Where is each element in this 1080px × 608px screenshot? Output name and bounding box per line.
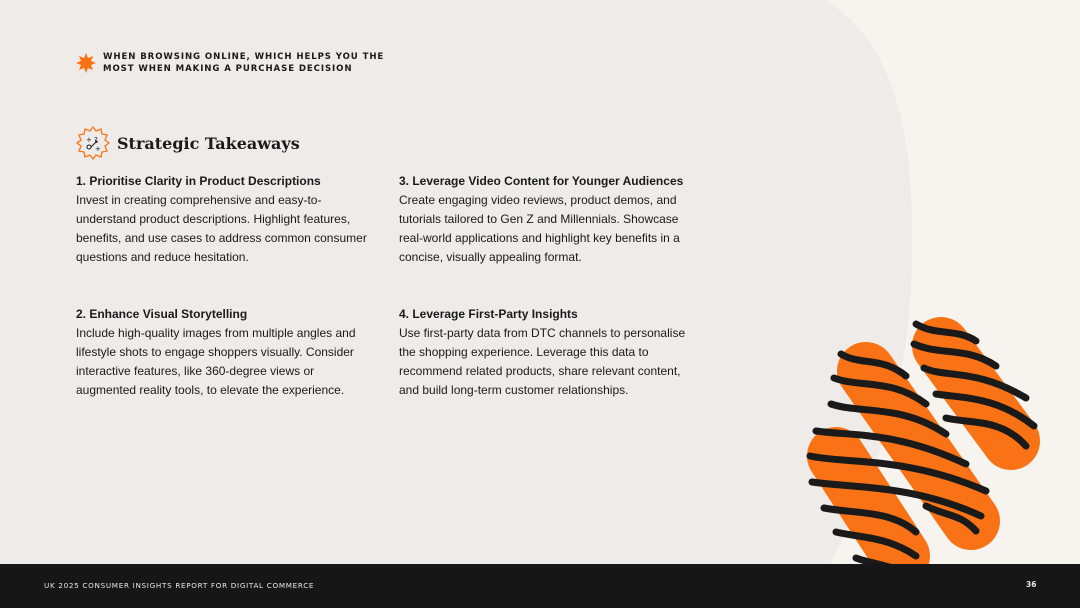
footer-bar [0,564,1080,608]
tiger-stripe-m-shape [796,306,1056,590]
report-title: UK 2025 CONSUMER INSIGHTS REPORT FOR DIGITAL COMMERCE [44,581,315,590]
svg-text:+: + [95,145,101,153]
takeaway-heading: 2. Enhance Visual Storytelling [76,307,248,321]
slide-header [76,52,403,75]
takeaway-2 [76,305,376,400]
takeaway-heading: 1. Prioritise Clarity in Product Descriptions [76,174,321,188]
strategy-badge-icon [76,126,110,160]
takeaway-1 [76,172,376,267]
section-title [76,126,300,160]
takeaway-body: Use first-party data from DTC channels to personalise the shopping experience. Leverage this data to recommend related products, share relevant content, and build long-term customer relationships. [399,326,686,397]
takeaway-3 [399,172,689,267]
takeaway-body: Include high-quality images from multiple angles and lifestyle shots to engage shoppers visually. Consider interactive features, like 360-degree views or augmented reality tools, to elevate the experience. [76,326,356,397]
takeaway-body: Create engaging video reviews, product demos, and tutorials tailored to Gen Z and Millennials. Showcase real-world applications and highlight key benefits in a concise, visually appealing format. [399,193,680,264]
svg-text:+: + [86,136,92,144]
svg-text:?: ? [94,136,98,144]
page-number: 36 [1026,580,1037,589]
section-title-text: Strategic Takeaways [117,133,300,153]
takeaway-heading: 3. Leverage Video Content for Younger Audiences [399,174,684,188]
slide-question: WHEN BROWSING ONLINE, WHICH HELPS YOU THE MOST WHEN MAKING A PURCHASE DECISION [103,52,385,74]
takeaway-heading: 4. Leverage First-Party Insights [399,307,578,321]
takeaway-body: Invest in creating comprehensive and easy-to-understand product descriptions. Highlight features, benefits, and use cases to address common consumer questions and reduce hesitation. [76,193,367,264]
orange-burst-icon [76,53,96,73]
takeaway-4 [399,305,689,400]
